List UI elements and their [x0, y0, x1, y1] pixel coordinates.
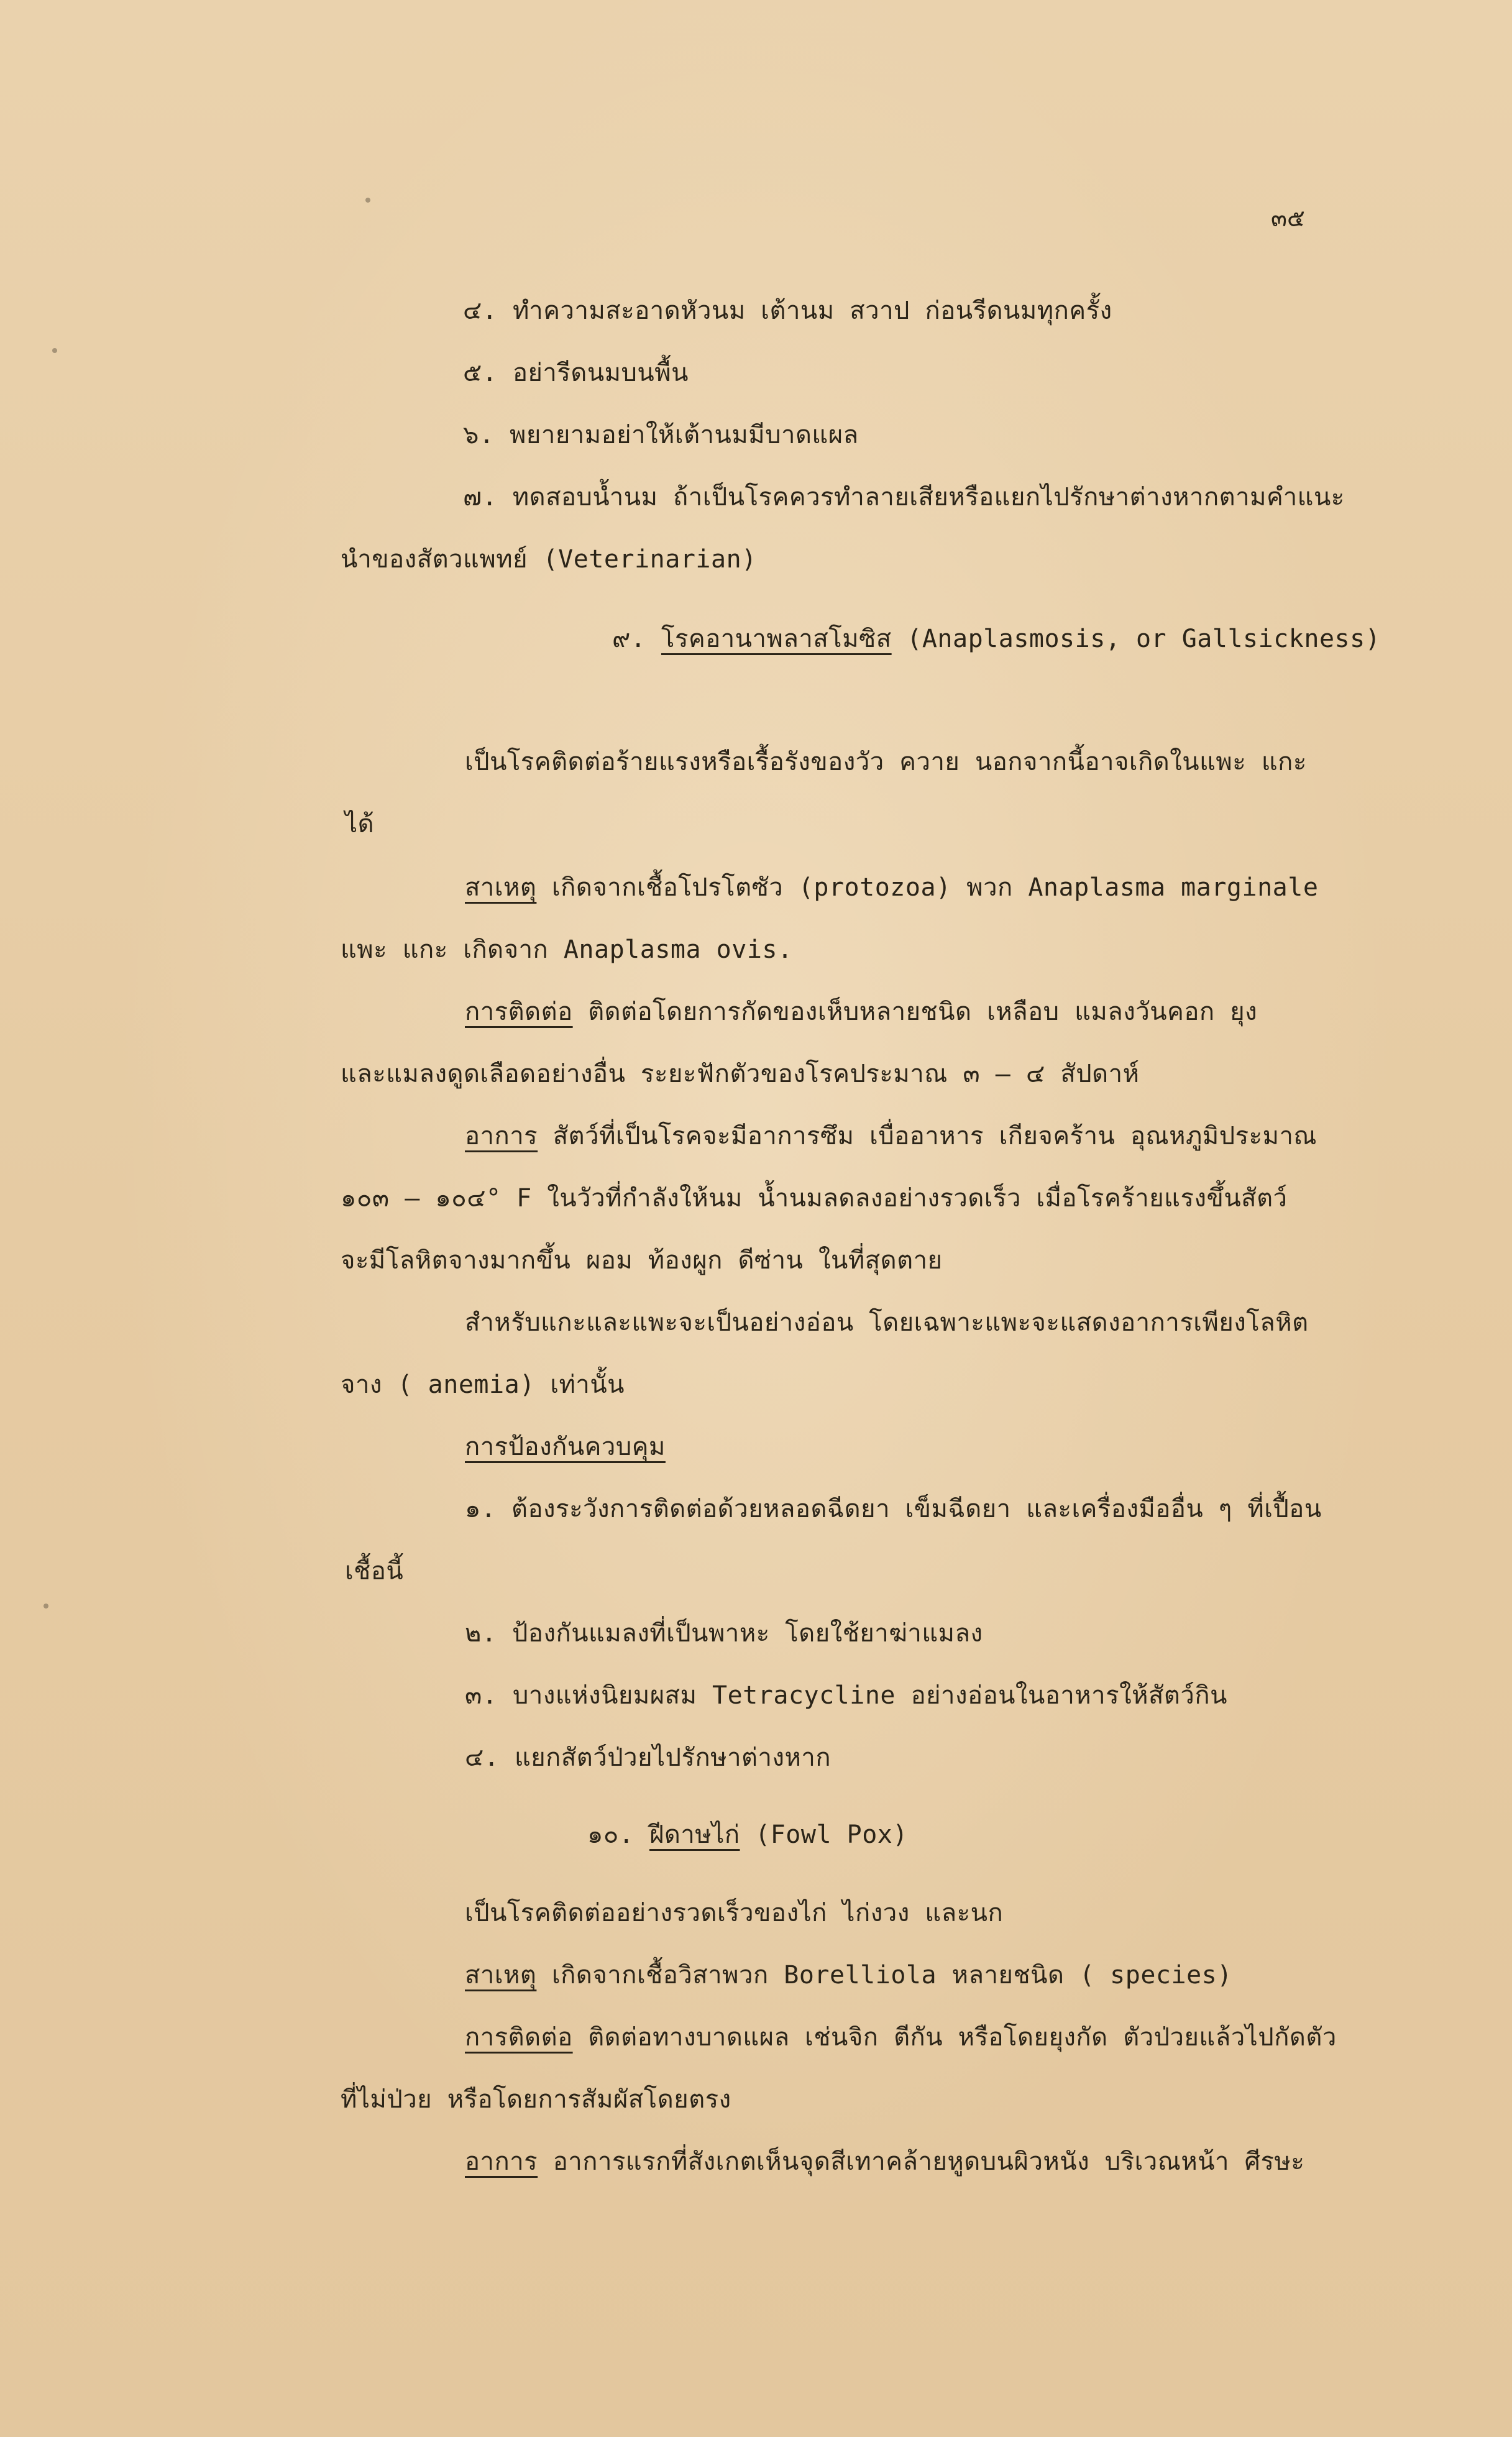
text-line [341, 1366, 625, 1403]
line-text: เกิดจากเชื้อวิสาพวก Borelliola หลายชนิด ( species) [536, 1961, 1232, 1990]
line-text: ๓. บางแห่งนิยมผสม Tetracycline อย่างอ่อนในอาหารให้สัตว์กิน [465, 1681, 1227, 1710]
underlined-subheading: อาการ [465, 2147, 538, 2176]
underlined-heading: ฝีดาษไก่ [649, 1820, 740, 1849]
line-text: เกิดจากเชื้อโปรโตซัว (protozoa) พวก Anaplasma marginale [536, 873, 1319, 902]
paper-speck [52, 348, 57, 353]
line-text: ๑๐๓ – ๑๐๔° F ในวัวที่กำลังให้นม น้ำนมลดลงอย่างรวดเร็ว เมื่อโรคร้ายแรงขึ้นสัตว์ [341, 1184, 1288, 1213]
text-line [465, 1490, 1322, 1528]
underlined-subheading: การติดต่อ [465, 2023, 573, 2052]
line-text: ติดต่อทางบาดแผล เช่นจิก ตีกัน หรือโดยยุงกัด ตัวป่วยแล้วไปกัดตัว [572, 2023, 1337, 2052]
paper-speck [44, 1604, 48, 1609]
text-line [341, 541, 757, 578]
line-text: ๔. ทำความสะอาดหัวนม เต้านม สวาป ก่อนรีดนมทุกครั้ง [463, 296, 1112, 325]
page-number: ๓๕ [1271, 204, 1305, 232]
heading-number: ๑๐. [587, 1820, 649, 1849]
line-text: จาง ( anemia) เท่านั้น [341, 1370, 625, 1399]
line-text: เชื้อนี้ [345, 1557, 404, 1586]
underlined-subheading: การติดต่อ [465, 998, 573, 1026]
text-line [341, 931, 793, 968]
section-heading [612, 620, 1380, 658]
underlined-subheading: อาการ [465, 1122, 538, 1150]
text-line [465, 1118, 1317, 1155]
heading-english: (Fowl Pox) [740, 1820, 908, 1849]
text-line [465, 2143, 1304, 2180]
text-line [345, 1553, 403, 1590]
section-heading [587, 1816, 908, 1853]
line-text: ๑. ต้องระวังการติดต่อด้วยหลอดฉีดยา เข็มฉีดยา และเครื่องมืออื่น ๆ ที่เปื้อน [465, 1495, 1322, 1523]
paper-speck [365, 198, 370, 203]
text-line [465, 1894, 1003, 1932]
text-line [465, 869, 1318, 906]
underlined-subheading: การป้องกันควบคุม [465, 1433, 666, 1461]
text-line [465, 1677, 1227, 1714]
text-line [345, 805, 374, 843]
line-text: ๔. แยกสัตว์ป่วยไปรักษาต่างหาก [465, 1743, 832, 1772]
text-line [341, 1242, 942, 1279]
text-line [463, 479, 1345, 516]
text-line [465, 1739, 831, 1776]
line-text: นำของสัตวแพทย์ (Veterinarian) [341, 545, 757, 574]
text-line [341, 1055, 1139, 1093]
text-line [465, 743, 1307, 781]
underlined-heading: โรคอานาพลาสโมซิส [661, 625, 892, 653]
text-line [341, 2081, 731, 2118]
line-text: ๗. ทดสอบน้ำนม ถ้าเป็นโรคควรทำลายเสียหรือแยกไปรักษาต่างหากตามคำแนะ [463, 483, 1345, 512]
line-text: แพะ แกะ เกิดจาก Anaplasma ovis. [341, 935, 793, 964]
line-text: สัตว์ที่เป็นโรคจะมีอาการซึม เบื่ออาหาร เกียจคร้าน อุณหภูมิประมาณ [538, 1122, 1317, 1150]
line-text: ๖. พยายามอย่าให้เต้านมมีบาดแผล [463, 421, 859, 449]
text-line [341, 1180, 1288, 1217]
line-text: เป็นโรคติดต่อร้ายแรงหรือเรื้อรังของวัว ควาย นอกจากนี้อาจเกิดในแพะ แกะ [465, 748, 1307, 776]
line-text: อาการแรกที่สังเกตเห็นจุดสีเทาคล้ายหูดบนผิวหนัง บริเวณหน้า ศีรษะ [538, 2147, 1305, 2176]
line-text: ๒. ป้องกันแมลงที่เป็นพาหะ โดยใช้ยาฆ่าแมลง [465, 1619, 983, 1648]
text-line [465, 1957, 1232, 1994]
line-text: ได้ [345, 810, 375, 838]
heading-number: ๙. [612, 625, 661, 653]
line-text: และแมลงดูดเลือดอย่างอื่น ระยะฟักตัวของโรคประมาณ ๓ – ๔ สัปดาห์ [341, 1060, 1140, 1088]
text-line [463, 416, 859, 454]
line-text: ที่ไม่ป่วย หรือโดยการสัมผัสโดยตรง [341, 2085, 731, 2114]
text-line [465, 1428, 666, 1466]
text-line [465, 2019, 1337, 2056]
text-line [465, 1304, 1309, 1341]
text-line [465, 993, 1257, 1030]
text-line [465, 1615, 983, 1652]
underlined-subheading: สาเหตุ [465, 1961, 537, 1990]
line-text: ติดต่อโดยการกัดของเห็บหลายชนิด เหลือบ แมลงวันคอก ยุง [572, 998, 1258, 1026]
text-line [463, 354, 689, 392]
heading-english: (Anaplasmosis, or Gallsickness) [891, 625, 1381, 653]
line-text: จะมีโลหิตจางมากขึ้น ผอม ท้องผูก ดีซ่าน ในที่สุดตาย [341, 1246, 943, 1275]
line-text: สำหรับแกะและแพะจะเป็นอย่างอ่อน โดยเฉพาะแพะจะแสดงอาการเพียงโลหิต [465, 1308, 1309, 1337]
underlined-subheading: สาเหตุ [465, 873, 537, 902]
line-text: ๕. อย่ารีดนมบนพื้น [463, 359, 689, 387]
text-line [463, 292, 1112, 329]
line-text: เป็นโรคติดต่ออย่างรวดเร็วของไก่ ไก่งวง และนก [465, 1899, 1004, 1927]
